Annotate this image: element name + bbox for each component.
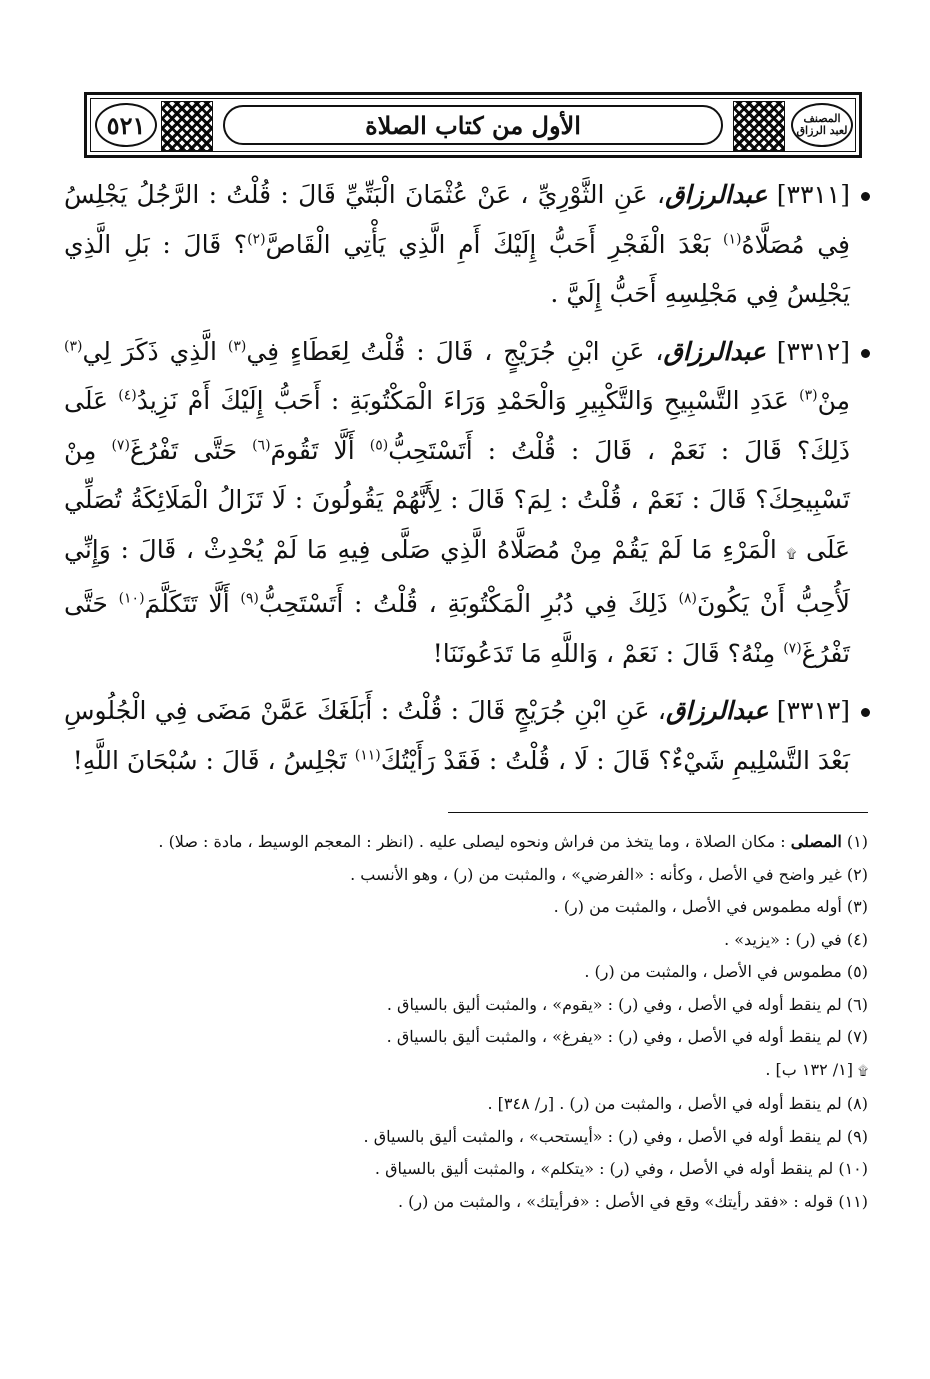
- page-number: ٥٢١: [106, 110, 146, 140]
- footnote-ref: (١٠): [118, 590, 145, 607]
- book-logo: [791, 103, 853, 147]
- hadith-text: حَتَّى تَفْرُغَ: [129, 435, 253, 465]
- footnote-11: [64, 1186, 868, 1219]
- footnote-text: لم ينقط أوله في الأصل ، وفي (ر) : «يفرغ» ، والمثبت أليق بالسياق .: [386, 1027, 842, 1046]
- footnote-text: لم ينقط أوله في الأصل ، وفي (ر) : «يتكلم» ، والمثبت أليق بالسياق .: [374, 1159, 834, 1178]
- footnote-3: [64, 891, 868, 924]
- hadith-text: مِنْهُ؟ قَالَ : نَعَمْ ، وَاللَّهِ مَا تَدَعُونَنَا!: [432, 638, 784, 668]
- bullet: [861, 192, 870, 201]
- page-number-badge: [95, 103, 157, 147]
- footnote-label: (٩): [846, 1126, 868, 1146]
- footnote-ref: (٦): [252, 437, 271, 454]
- hadith-text: تَجْلِسُ ، قَالَ : سُبْحَانَ اللَّهِ!: [72, 745, 355, 775]
- hadith-text: الْمَرْءِ مَا لَمْ يَقُمْ مِنْ مُصَلَّاهُ الَّذِي صَلَّى فِيهِ مَا لَمْ يُحْدِثْ ، قَالَ : وَإِنِّي لَأُحِبُّ أَنْ يَكُونَ: [64, 534, 850, 618]
- footnote-label: (٤): [846, 929, 868, 949]
- hadith-text: ؟ قَالَ : بَلِ الَّذِي يَجْلِسُ فِي مَجْلِسِهِ أَحَبُّ إِلَيَّ .: [64, 229, 850, 308]
- hadith-3311: [64, 170, 868, 319]
- footnote-text: في (ر) : «يزيد» .: [724, 929, 842, 949]
- footnote-text: لم ينقط أوله في الأصل ، وفي (ر) : «يقوم» ، والمثبت أليق بالسياق .: [386, 994, 842, 1014]
- footnote-ref: (٣): [227, 338, 247, 355]
- footnote-5: [64, 956, 868, 989]
- hadith-3312: [64, 327, 868, 679]
- footnote-label: (١١): [838, 1191, 868, 1211]
- footnote-separator: [448, 812, 868, 813]
- footnote-label: (٦): [846, 994, 868, 1014]
- footnote-text: لم ينقط أوله في الأصل ، والمثبت من (ر) . [ر/ ٣٤٨] .: [487, 1094, 842, 1113]
- footnote-ref: (١١): [354, 747, 381, 764]
- footnote-label: (٨): [846, 1094, 868, 1113]
- footnote-ref: (٤): [118, 387, 137, 404]
- footnote-4: [64, 924, 868, 957]
- hadith-text: ، عَنِ ابْنِ جُرَيْجٍ قَالَ : قُلْتُ : أَبَلَغَكَ عَمَّنْ مَضَى فِي الْجُلُوسِ بَعْدَ التَّسْلِيمِ شَيْءٌ؟ قَالَ : لَا ، قُلْتُ : فَقَدْ رَأَيْتُكَ: [64, 696, 850, 775]
- footnote-ref: (١): [723, 231, 742, 248]
- footnote-text: مطموس في الأصل ، والمثبت من (ر) .: [584, 962, 842, 981]
- footnote-label: (٧): [846, 1027, 868, 1046]
- footnote-ref: (٥): [369, 437, 389, 454]
- footnote-10: [64, 1153, 868, 1186]
- page-header: [84, 92, 862, 158]
- footnote-2: [64, 859, 868, 892]
- footnote-text: قوله : «فقد رأيتك» وقع في الأصل : «فرأيتك» ، والمثبت من (ر) .: [398, 1191, 834, 1211]
- hadith-text: الَّذِي ذَكَرَ لِي: [82, 336, 228, 366]
- hadith-text: ذَلِكَ فِي دُبُرِ الْمَكْتُوبَةِ ، قُلْتُ : أَتَسْتَحِبُّ: [258, 589, 679, 618]
- footnote-8: [64, 1088, 868, 1121]
- hadith-text: ، عَنِ ابْنِ جُرَيْجٍ ، قَالَ : قُلْتُ لِعَطَاءٍ فِي: [246, 336, 664, 366]
- footnote-9: [64, 1121, 868, 1154]
- footnote-label: (٣): [846, 897, 868, 916]
- hadith-text: ، عَنِ الثَّوْرِيِّ ، عَنْ عُثْمَانَ الْبَتِّيِّ قَالَ : قُلْتُ : الرَّجُلُ يَجْلِسُ فِي مُصَلَّاهُ: [64, 180, 850, 259]
- ornament-right: [733, 101, 785, 151]
- footnote-ref: (٣): [64, 338, 83, 355]
- hadith-number: [٣٣١٢]: [776, 336, 850, 366]
- hadith-text: بَعْدَ الْفَجْرِ أَحَبُّ إِلَيْكَ أَمِ الَّذِي يَأْتِي الْقَاصَّ: [265, 229, 724, 259]
- logo-line2: لعبد الرزاق: [796, 124, 848, 137]
- footnote-text: : مكان الصلاة ، وما يتخذ من فراش ونحوه ليصلى عليه . (انظر : المعجم الوسيط ، مادة : صلا) .: [158, 832, 786, 851]
- logo-line1: المصنف: [803, 112, 841, 125]
- footnotes: [64, 826, 868, 1218]
- hadith-text: أَلَّا تَقُومَ: [270, 435, 370, 465]
- footnote-text: أوله مطموس في الأصل ، والمثبت من (ر) .: [553, 897, 842, 916]
- folio-marker-icon: ۩: [786, 546, 797, 562]
- hadith-text: مِنْ تَسْبِيحِكَ؟ قَالَ : نَعَمْ ، قُلْتُ : لِمَ؟ قَالَ : لِأَنَّهُمْ يَقُولُونَ : لَا تَزَالُ الْمَلَائِكَةُ تُصَلِّي عَلَى: [64, 435, 851, 564]
- footnote-ref: (٢): [247, 231, 266, 248]
- ornament-left: [161, 101, 213, 151]
- footnote-ref: (٣): [799, 387, 818, 404]
- footnote-text: [١/ ١٣٢ ب] .: [765, 1059, 854, 1079]
- footnote-label: (٢): [846, 864, 868, 884]
- narrator-name: عبدالرزاق: [665, 180, 768, 209]
- footnote-1: [64, 826, 868, 859]
- footnote-label: (١): [846, 832, 868, 851]
- hadith-text: عَدَدِ التَّسْبِيحِ وَالتَّكْبِيرِ وَالْحَمْدِ وَرَاءَ الْمَكْتُوبَةِ : أَحَبُّ إِلَيْكَ أَمْ نَزِيدُ: [136, 386, 800, 415]
- footnote-label: (١٠): [838, 1159, 868, 1178]
- hadith-text: مِنْ: [817, 386, 851, 415]
- footnote-ref: (٩): [240, 590, 259, 607]
- footnote-label: (٥): [846, 962, 868, 981]
- hadith-number: [٣٣١١]: [776, 180, 850, 209]
- footnote-7: [64, 1021, 868, 1054]
- narrator-name: عبدالرزاق: [663, 336, 766, 366]
- hadith-text: حَتَّى تَفْرُغَ: [64, 589, 850, 668]
- footnote-ref: (٧): [783, 640, 802, 657]
- footnote-term: المصلى: [790, 832, 842, 851]
- hadith-number: [٣٣١٣]: [776, 696, 851, 725]
- hadith-text: عَلَى ذَلِكَ؟ قَالَ : نَعَمْ ، قَالَ : قُلْتُ : أَتَسْتَحِبُّ: [64, 386, 850, 465]
- chapter-title: الأول من كتاب الصلاة: [223, 105, 723, 145]
- bullet: [861, 708, 870, 717]
- footnote-ref: (٧): [111, 437, 130, 454]
- footnote-folio: [64, 1054, 868, 1089]
- hadith-text: أَلَّا تَتَكَلَّمَ: [144, 589, 241, 618]
- hadith-3313: [64, 686, 868, 785]
- footnote-6: [64, 989, 868, 1022]
- narrator-name: عبدالرزاق: [666, 696, 769, 725]
- folio-marker-icon: ۩: [858, 1063, 868, 1079]
- footnote-text: غير واضح في الأصل ، وكأنه : «الفرضي» ، والمثبت من (ر) ، وهو الأنسب .: [350, 864, 842, 884]
- bullet: [861, 349, 870, 358]
- footnote-text: لم ينقط أوله في الأصل ، وفي (ر) : «أيستحب» ، والمثبت أليق بالسياق .: [363, 1126, 842, 1146]
- main-text: [64, 170, 868, 793]
- footnote-ref: (٨): [678, 590, 697, 607]
